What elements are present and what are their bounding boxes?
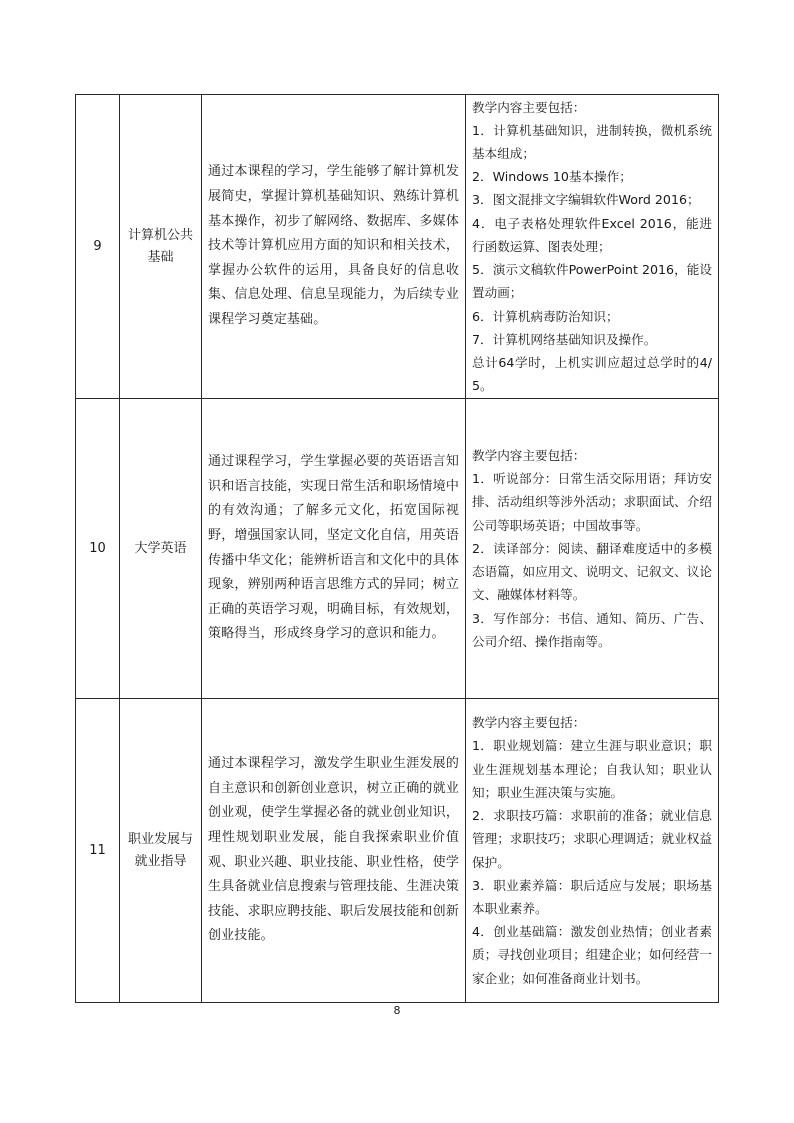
course-number: 10 <box>76 399 120 699</box>
course-number: 9 <box>76 95 120 399</box>
table-row <box>76 95 719 399</box>
content-item: 3．职业素养篇：职后适应与发展；职场基本职业素养。 <box>472 877 712 916</box>
content-item: 2．读译部分：阅读、翻译难度适中的多模态语篇，如应用文、说明文、记叙文、议论文、融媒体材料等。 <box>472 540 712 603</box>
course-goal-cell <box>202 399 466 699</box>
content-item: 总计64学时，上机实训应超过总学时的4/5。 <box>472 354 712 394</box>
course-goal-cell <box>202 699 466 1003</box>
course-name-cell <box>120 399 202 699</box>
course-goal: 通过本课程学习，激发学生职业生涯发展的自主意识和创新创业意识，树立正确的就业创业观，使学生掌握必备的就业创业知识，理性规划职业发展，能自我探索职业价值观、职业兴趣、职业技能、职业性格，使学生具备就业信息搜索与管理技能、生涯决策技能、求职应聘技能、职后发展技能和创新创业技能。 <box>208 756 459 944</box>
content-item: 6．计算机病毒防治知识； <box>472 308 619 324</box>
content-item: 1．职业规划篇：建立生涯与职业意识；职业生涯规划基本理论；自我认知；职业认知；职业生涯决策与实施。 <box>472 738 712 800</box>
course-content-cell <box>466 399 719 699</box>
content-item: 4．创业基础篇：激发创业热情；创业者素质；寻找创业项目；组建企业；如何经营一家企业；如何准备商业计划书。 <box>472 924 712 986</box>
content-item: 3．图文混排文字编辑软件Word 2016； <box>472 192 700 208</box>
course-table <box>75 94 719 1003</box>
course-content-cell <box>466 699 719 1003</box>
content-item: 教学内容主要包括： <box>472 99 586 115</box>
page-number: 8 <box>393 1004 401 1017</box>
course-name-cell <box>120 699 202 1003</box>
course-name-cell <box>120 95 202 399</box>
course-content-list <box>472 96 712 398</box>
course-number: 11 <box>76 699 120 1003</box>
course-goal-cell <box>202 95 466 399</box>
content-item: 1．计算机基础知识，进制转换，微机系统基本组成； <box>472 122 712 162</box>
content-item: 7．计算机网络基础知识及操作。 <box>472 331 657 347</box>
course-goal: 通过本课程的学习，学生能够了解计算机发展简史，掌握计算机基础知识、熟练计算机基本操作，初步了解网络、数据库、多媒体技术等计算机应用方面的知识和相关技术，掌握办公软件的运用，具备良好的信息收集、信息处理、信息呈现能力，为后续专业课程学习奠定基础。 <box>208 164 459 327</box>
content-item: 4．电子表格处理软件Excel 2016，能进行函数运算、图表处理； <box>472 215 712 254</box>
course-goal: 通过课程学习，学生掌握必要的英语语言知识和语言技能，实现日常生活和职场情境中的有效沟通；了解多元文化，拓宽国际视野，增强国家认同，坚定文化自信，用英语传播中华文化；能辨析语言和文化中的具体现象，辨别两种语言思维方式的异同；树立正确的英语学习观，明确目标，有效规划，策略得当，形成终身学习的意识和能力。 <box>208 454 459 642</box>
course-content-list <box>472 444 712 653</box>
course-content-list <box>472 711 712 989</box>
course-content-cell <box>466 95 719 399</box>
table-row <box>76 699 719 1003</box>
content-item: 5．演示文稿软件PowerPoint 2016，能设置动画； <box>472 262 712 301</box>
content-item: 教学内容主要包括： <box>472 715 586 731</box>
content-item: 3．写作部分：书信、通知、简历、广告、公司介绍、操作指南等。 <box>472 610 712 649</box>
content-item: 2．求职技巧篇：求职前的准备；就业信息管理；求职技巧；求职心理调适；就业权益保护。 <box>472 808 712 870</box>
course-name: 职业发展与就业指导 <box>127 831 193 869</box>
content-item: 1．听说部分：日常生活交际用语；拜访安排、活动组织等涉外活动；求职面试、介绍公司等职场英语；中国故事等。 <box>472 471 712 533</box>
course-name: 大学英语 <box>134 540 187 556</box>
content-item: 教学内容主要包括： <box>472 448 586 464</box>
course-name: 计算机公共基础 <box>127 227 193 265</box>
table-row <box>76 399 719 699</box>
content-item: 2．Windows 10基本操作； <box>472 169 632 185</box>
